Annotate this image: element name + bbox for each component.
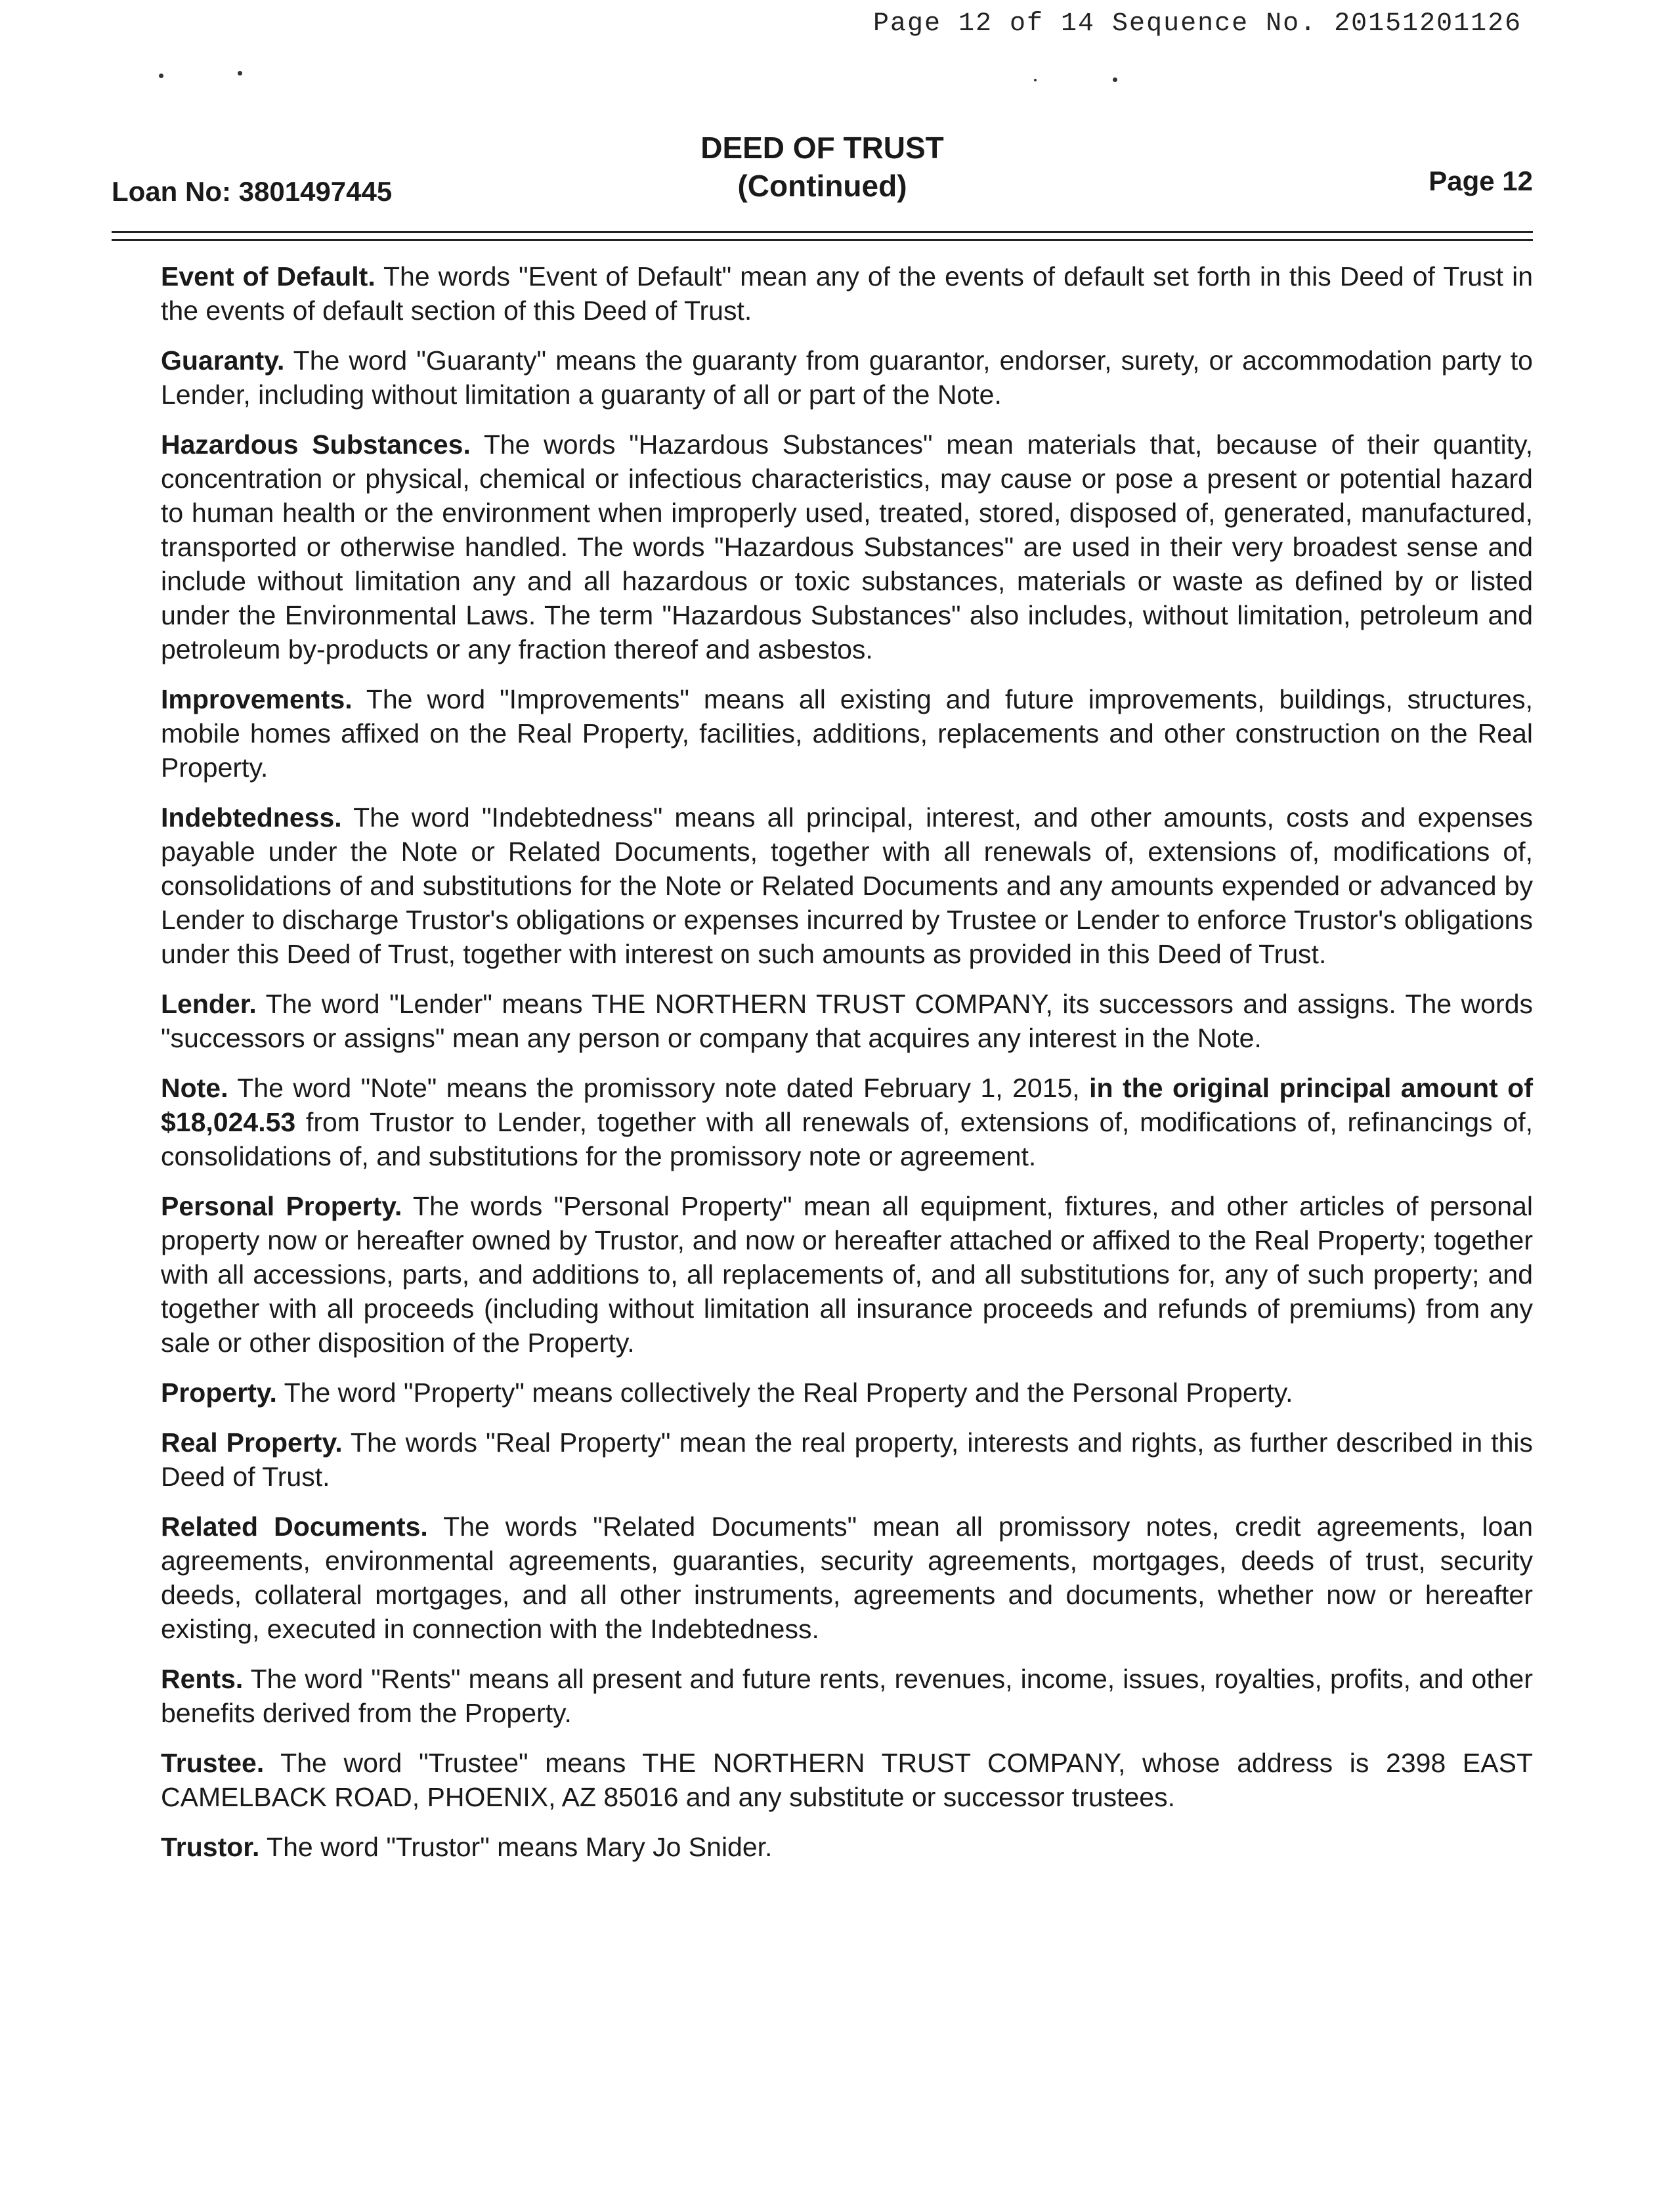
definition-text: The word "Improvements" means all existing and future improvements, buildings, structures, mobile homes affixed on the Real Property, facilities, additions, replacements and other construction on the Real Property.: [161, 684, 1533, 783]
definition-term: Lender.: [161, 989, 257, 1019]
definition-note: [161, 1071, 1533, 1173]
definition-term: Guaranty.: [161, 345, 285, 376]
definition-term: Note.: [161, 1073, 228, 1103]
definition-text: The word "Lender" means THE NORTHERN TRUST COMPANY, its successors and assigns. The words "successors or assigns" mean any person or company that acquires any interest in the Note.: [161, 989, 1533, 1053]
definition-text: The words "Hazardous Substances" mean materials that, because of their quantity, concentration or physical, chemical or infectious characteristics, may cause or pose a present or potential hazard to human health or the environment when improperly used, treated, stored, disposed of, generated, manufactured, transported or otherwise handled. The words "Hazardous Substances" are used in their very broadest sense and include without limitation any and all hazardous or toxic substances, materials or waste as defined by or listed under the Environmental Laws. The term "Hazardous Substances" also includes, without limitation, petroleum and petroleum by-products or any fraction thereof and asbestos.: [161, 429, 1534, 664]
definition-text: The word "Guaranty" means the guaranty from guarantor, endorser, surety, or accommodation party to Lender, including without limitation a guaranty of all or part of the Note.: [161, 345, 1533, 410]
definition-term: Rents.: [161, 1664, 244, 1694]
definition-term: Indebtedness.: [161, 802, 342, 833]
definition-property: [161, 1376, 1533, 1410]
definition-guaranty: [161, 343, 1533, 412]
page-number: Page 12: [1429, 165, 1533, 196]
definition-text: The words "Event of Default" mean any of the events of default set forth in this Deed of Trust in the events of default section of this Deed of Trust.: [161, 261, 1534, 326]
definition-term: Personal Property.: [161, 1191, 402, 1221]
header-rule-top: [112, 231, 1533, 233]
title: DEED OF TRUST: [700, 131, 944, 165]
scan-speck: [238, 71, 242, 76]
definition-text: The word "Trustee" means THE NORTHERN TRUST COMPANY, whose address is 2398 EAST CAMELBACK ROAD, PHOENIX, AZ 85016 and any substitute or successor trustees.: [161, 1748, 1534, 1812]
fax-sequence-stamp: Page 12 of 14 Sequence No. 20151201126: [873, 9, 1522, 39]
definition-text: The word "Rents" means all present and future rents, revenues, income, issues, royalties, profits, and other benefits derived from the Property.: [161, 1664, 1533, 1728]
definition-indebtedness: [161, 800, 1533, 971]
definition-text: from Trustor to Lender, together with all renewals of, extensions of, modifications of, refinancings of, consolidations of, and substitutions for the promissory note or agreement.: [161, 1107, 1533, 1171]
definition-related-documents: [161, 1509, 1533, 1646]
definition-term: Real Property.: [161, 1427, 343, 1458]
definition-term: Event of Default.: [161, 261, 376, 292]
definition-real-property: [161, 1425, 1533, 1494]
definition-text: The word "Property" means collectively the Real Property and the Personal Property.: [284, 1377, 1293, 1408]
definition-lender: [161, 987, 1533, 1055]
definition-text: The words "Related Documents" mean all promissory notes, credit agreements, loan agreements, environmental agreements, guaranties, security agreements, mortgages, deeds of trust, security deeds, collateral mortgages, and all other instruments, agreements and documents, whether now or hereafter existing, executed in connection with the Indebtedness.: [161, 1511, 1533, 1644]
definition-event-of-default: [161, 259, 1533, 328]
definitions-list: [161, 259, 1533, 1880]
definition-term: Hazardous Substances.: [161, 429, 471, 460]
definition-trustee: [161, 1746, 1533, 1814]
header-rule-bottom: [112, 239, 1533, 241]
definition-personal-property: [161, 1189, 1533, 1360]
scan-speck: [1034, 79, 1037, 81]
definition-hazardous-substances: [161, 427, 1533, 666]
definition-term: Property.: [161, 1377, 277, 1408]
definition-term: Trustee.: [161, 1748, 265, 1778]
subtitle: (Continued): [737, 169, 907, 203]
document-header: [112, 125, 1533, 223]
principal-amount: in the original principal amount of $18,024.53: [161, 1073, 1533, 1137]
loan-number: Loan No: 3801497445: [112, 176, 393, 207]
definition-trustor: [161, 1830, 1533, 1864]
definition-term: Improvements.: [161, 684, 353, 714]
definition-rents: [161, 1662, 1533, 1730]
definition-improvements: [161, 682, 1533, 785]
definition-term: Related Documents.: [161, 1511, 428, 1542]
definition-text: The word "Note" means the promissory note dated February 1, 2015,: [237, 1073, 1080, 1103]
definition-text: The words "Real Property" mean the real property, interests and rights, as further described in this Deed of Trust.: [161, 1427, 1533, 1492]
definition-text: The words "Personal Property" mean all equipment, fixtures, and other articles of personal property now or hereafter owned by Trustor, and now or hereafter attached or affixed to the Real Property; together with all accessions, parts, and additions to, all replacements of, and all substitutions for, any of such property; and together with all proceeds (including without limitation all insurance proceeds and refunds of premiums) from any sale or other disposition of the Property.: [161, 1191, 1533, 1358]
definition-text: The word "Indebtedness" means all principal, interest, and other amounts, costs and expenses payable under the Note or Related Documents, together with all renewals of, extensions of, modifications of, consolidations of and substitutions for the Note or Related Documents and any amounts expended or advanced by Lender to discharge Trustor's obligations or expenses incurred by Trustee or Lender to enforce Trustor's obligations under this Deed of Trust, together with interest on such amounts as provided in this Deed of Trust.: [161, 802, 1534, 969]
definition-term: Trustor.: [161, 1832, 260, 1862]
document-title: [112, 129, 1533, 205]
scan-speck: [1113, 77, 1117, 82]
scan-speck: [159, 74, 163, 78]
definition-text: The word "Trustor" means Mary Jo Snider.: [267, 1832, 773, 1862]
